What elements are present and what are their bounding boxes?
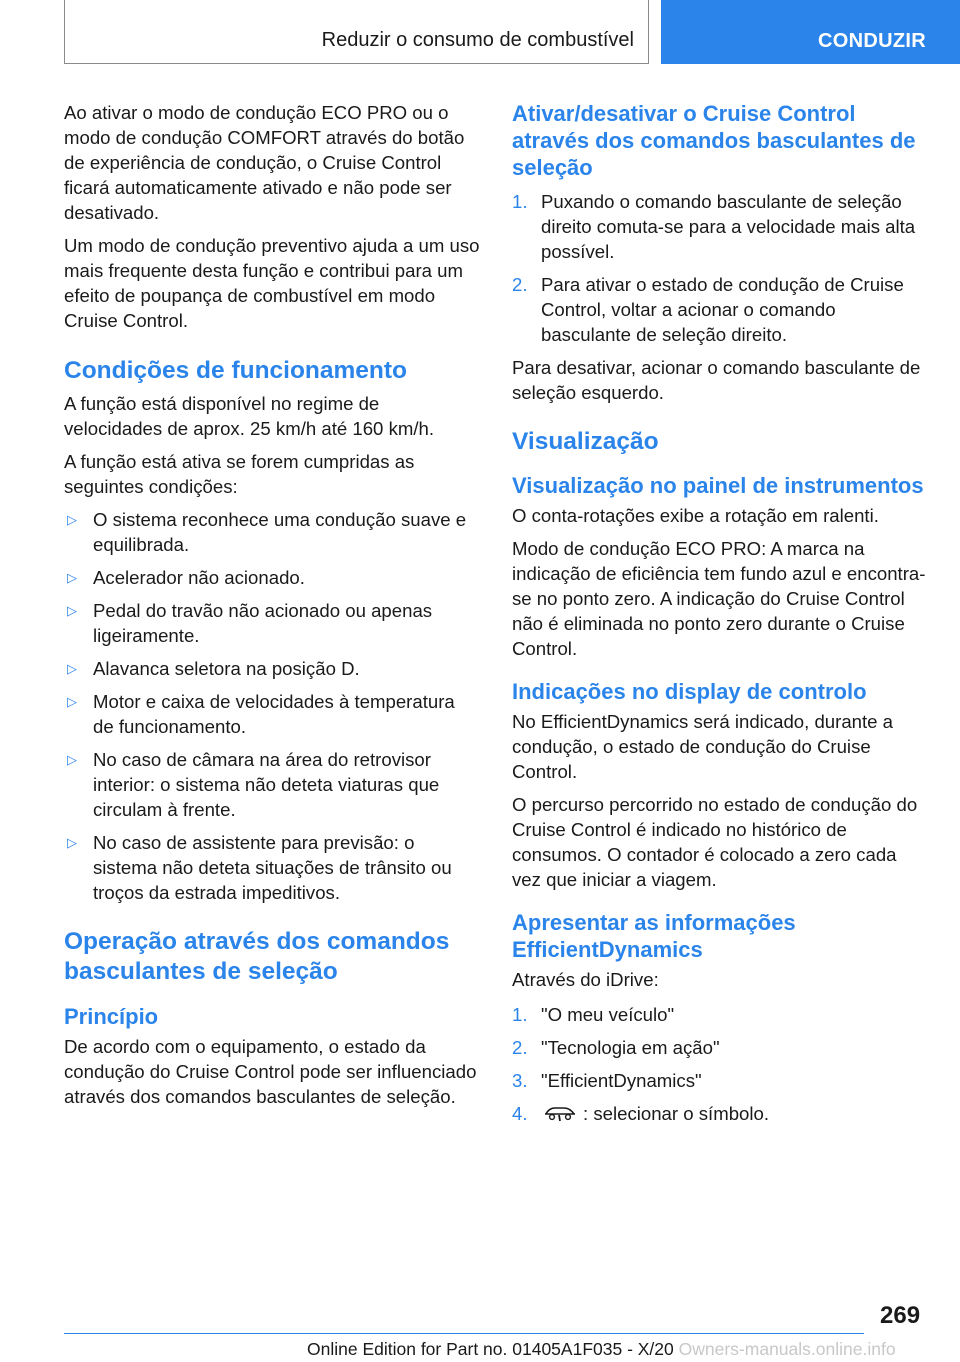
list-item: 3. "EfficientDynamics" <box>512 1070 702 1091</box>
conditions-paragraph-1: A função está disponível no regime de velocidades de aprox. 25 km/h até 160 km/h. <box>64 393 435 439</box>
heading-display: Visualização <box>512 428 659 455</box>
left-column <box>64 100 480 1117</box>
footer-watermark: Owners-manuals.online.info <box>678 1339 896 1359</box>
heading-panel: Visualização no painel de instrumentos <box>512 473 924 498</box>
car-coasting-icon <box>543 1104 577 1122</box>
idrive-steps <box>512 1002 928 1126</box>
header-section-title: Reduzir o consumo de combustível <box>321 29 634 51</box>
footer-edition-text: Online Edition for Part no. 01405A1F035 - X/20 <box>307 1339 674 1359</box>
right-column <box>512 100 928 1134</box>
list-item: ▷ Alavanca seletora na posição D. <box>67 658 360 679</box>
list-item: ▷ Pedal do travão não acionado ou apenas ligeiramente. <box>67 600 433 646</box>
heading-principle: Princípio <box>64 1004 159 1029</box>
list-item: 2. "Tecnologia em ação" <box>512 1037 720 1058</box>
idrive-intro: Através do iDrive: <box>512 969 659 990</box>
deactivate-paragraph: Para desativar, acionar o comando basculante de seleção esquerdo. <box>512 357 921 403</box>
triangle-bullet-icon: ▷ <box>67 835 77 850</box>
conditions-list <box>64 507 480 905</box>
heading-efficientdynamics: Apresentar as informações EfficientDynamics <box>512 910 796 962</box>
header-section-box <box>64 0 649 64</box>
list-item: ▷ No caso de câmara na área do retrovisor interior: o sistema não deteta viaturas que circulam à frente. <box>67 749 440 820</box>
triangle-bullet-icon: ▷ <box>67 661 77 676</box>
triangle-bullet-icon: ▷ <box>67 752 77 767</box>
list-item: ▷ Acelerador não acionado. <box>67 567 305 588</box>
principle-paragraph: De acordo com o equipamento, o estado da condução do Cruise Control pode ser influenciado através dos comandos basculantes de seleção. <box>64 1036 477 1107</box>
list-item: ▷ Motor e caixa de velocidades à temperatura de funcionamento. <box>67 691 455 737</box>
conditions-paragraph-2: A função está ativa se forem cumpridas as seguintes condições: <box>64 451 415 497</box>
list-item: ▷ No caso de assistente para previsão: o sistema não deteta situações de trânsito ou troços da estrada impeditivos. <box>67 832 452 903</box>
heading-control-display: Indicações no display de controlo <box>512 679 867 704</box>
control-paragraph-2: O percurso percorrido no estado de condução do Cruise Control é indicado no histórico de consumos. O contador é colocado a zero cada vez que iniciar a viagem. <box>512 794 918 890</box>
footer-edition <box>307 1339 896 1360</box>
triangle-bullet-icon: ▷ <box>67 603 77 618</box>
intro-paragraph-2: Um modo de condução preventivo ajuda a um uso mais frequente desta função e contribui para um efeito de poupança de combustível em modo Cruise Control. <box>64 235 480 331</box>
header-chapter-label: CONDUZIR <box>818 30 926 52</box>
list-item: ▷ O sistema reconhece uma condução suave e equilibrada. <box>67 509 467 555</box>
heading-toggle-cruise: Ativar/desativar o Cruise Control através dos comandos basculantes de seleção <box>512 101 916 180</box>
list-item: 1. Puxando o comando basculante de seleção direito comuta-se para a velocidade mais alta possível. <box>512 191 916 262</box>
toggle-steps <box>512 189 928 347</box>
list-item: 1. "O meu veículo" <box>512 1004 675 1025</box>
panel-paragraph-1: O conta-rotações exibe a rotação em ralenti. <box>512 505 879 526</box>
header-chapter-tab <box>661 0 960 64</box>
footer-divider <box>64 1333 864 1334</box>
page-number: 269 <box>880 1302 921 1329</box>
panel-paragraph-2: Modo de condução ECO PRO: A marca na indicação de eficiência tem fundo azul e encontra-se no ponto zero. A indicação do Cruise Control não é eliminada no ponto zero durante o Cruise Control. <box>512 538 926 659</box>
heading-operation: Operação através dos comandos basculantes de seleção <box>64 928 450 985</box>
heading-conditions: Condições de funcionamento <box>64 357 408 384</box>
list-item: 4. : selecionar o símbolo. <box>512 1103 770 1124</box>
list-item: 2. Para ativar o estado de condução de Cruise Control, voltar a acionar o comando basculante de seleção direito. <box>512 274 904 345</box>
intro-paragraph-1: Ao ativar o modo de condução ECO PRO ou o modo de condução COMFORT através do botão de experiência de condução, o Cruise Control ficará automaticamente ativado e não pode ser desativado. <box>64 102 465 223</box>
triangle-bullet-icon: ▷ <box>67 570 77 585</box>
triangle-bullet-icon: ▷ <box>67 512 77 527</box>
control-paragraph-1: No EfficientDynamics será indicado, durante a condução, o estado de condução do Cruise Control. <box>512 711 894 782</box>
triangle-bullet-icon: ▷ <box>67 694 77 709</box>
